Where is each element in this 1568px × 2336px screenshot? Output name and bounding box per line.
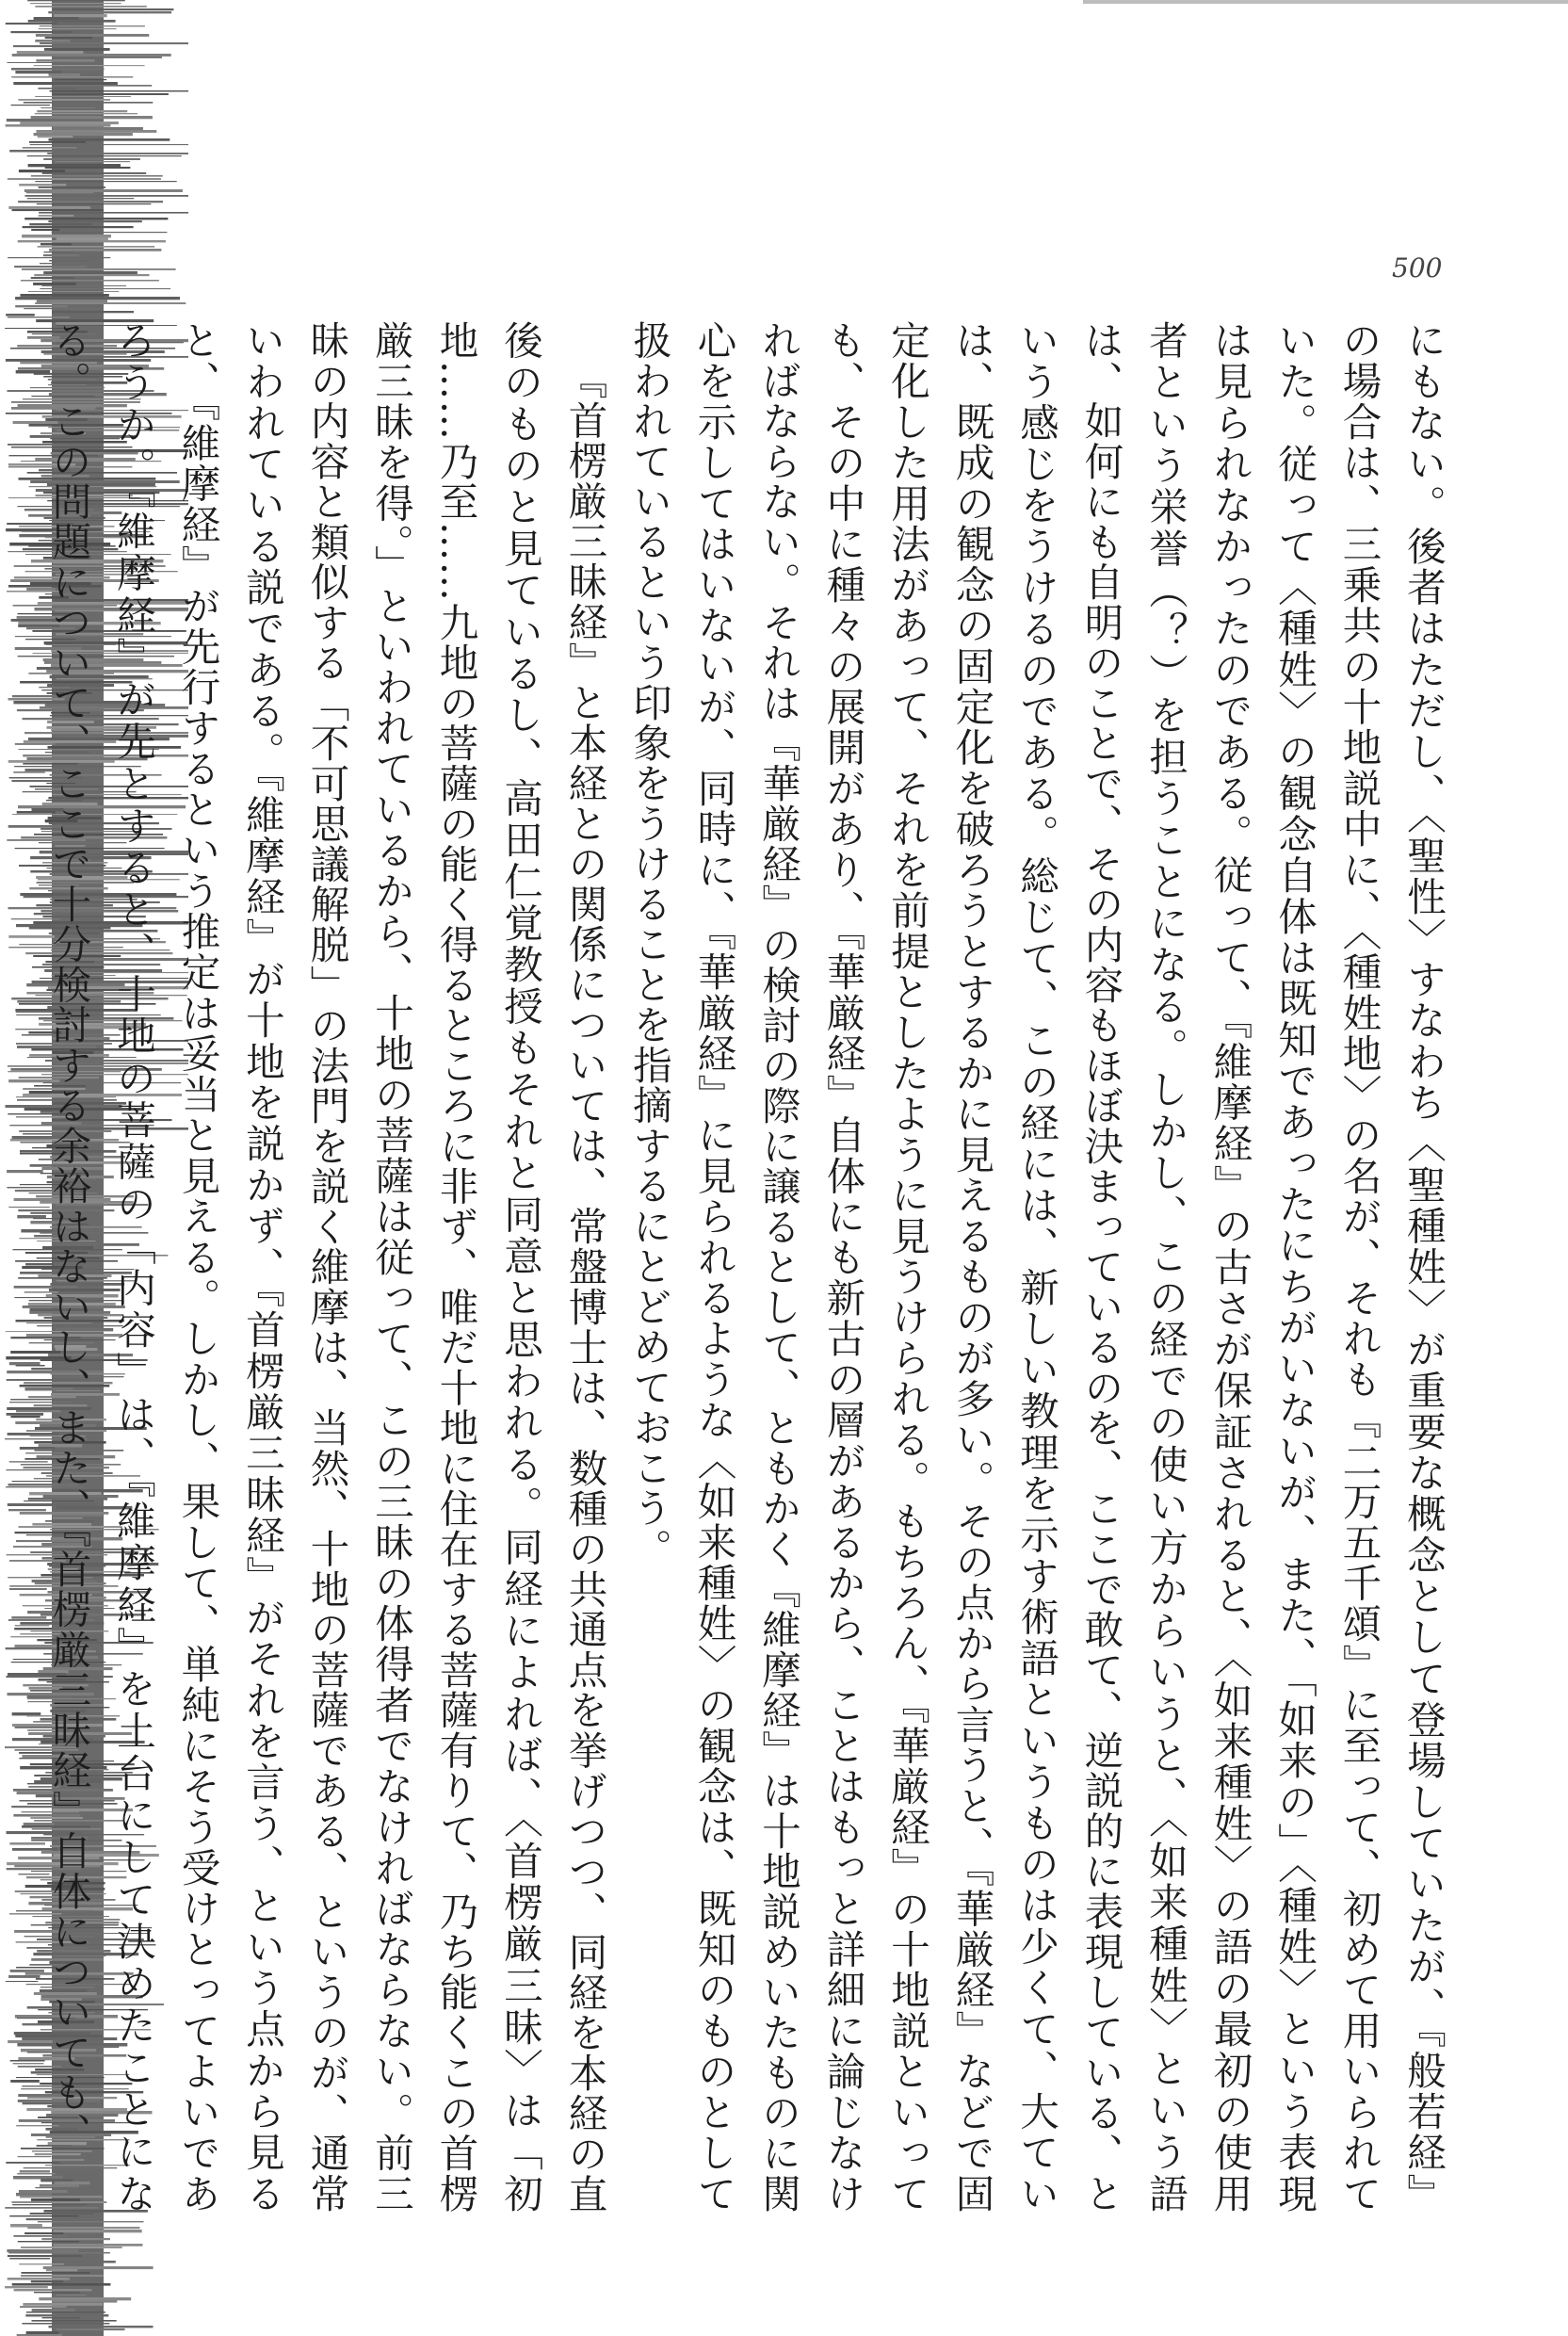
body-text bbox=[45, 320, 1455, 2214]
paragraph-2: 『首楞厳三昧経』と本経との関係については、常盤博士は、数種の共通点を挙げつつ、同経を本経の直後のものと見ているし、高田仁覚教授もそれと同意と思われる。同経によれば、〈首楞厳三昧〉は「初地……乃至……九地の菩薩の能く得るところに非ず、唯だ十地に住在する菩薩有りて、乃ち能くこの首楞厳三昧を得。」といわれているから、十地の菩薩は従って、この三昧の体得者でなければならない。前三昧の内容と類似する「不可思議解脱」の法門を説く維摩は、当然、十地の菩薩である、というのが、通常いわれている説である。『維摩経』が十地を説かず、『首楞厳三昧経』がそれを言う、という点から見ると、『維摩経』が先行するという推定は妥当と見える。しかし、果して、単純にそう受けとってよいであろうか。『維摩経』が先とすると、十地の菩薩の「内容」は、『維摩経』を土台にして決めたことになる。この問題について、ここで十分検討する余裕はないし、また、『首楞厳三昧経』自体についても、 bbox=[45, 320, 608, 2214]
top-rule bbox=[1083, 0, 1568, 4]
paragraph-1: にもない。後者はただし、〈聖性〉すなわち〈聖種姓〉が重要な概念として登場していたが、『般若経』の場合は、三乗共の十地説中に、〈種姓地〉の名が、それも『二万五千頌』に至って、初めて用いられていた。従って〈種姓〉の観念自体は既知であったにちがいないが、また、「如来の」〈種姓〉という表現は見られなかったのである。従って、『維摩経』の古さが保証されると、〈如来種姓〉の語の最初の使用者という栄誉（？）を担うことになる。しかし、この経での使い方からいうと、〈如来種姓〉という語は、如何にも自明のことで、その内容もほぼ決まっているのを、ここで敢て、逆説的に表現している、という感じをうけるのである。総じて、この経には、新しい教理を示す術語というものは少くて、大ていは、既成の観念の固定化を破ろうとするかに見えるものが多い。その点から言うと、『華厳経』などで固定化した用法があって、それを前提としたように見うけられる。もちろん、『華厳経』の十地説といっても、その中に種々の展開があり、『華厳経』自体にも新古の層があるから、ことはもっと詳細に論じなければならない。それは『華厳経』の検討の際に譲るとして、ともかく『維摩経』は十地説めいたものに関心を示してはいないが、同時に、『華厳経』に見られるような〈如来種姓〉の観念は、既知のものとして扱われているという印象をうけることを指摘するにとどめておこう。 bbox=[626, 320, 1447, 2214]
page-number: 500 bbox=[1392, 252, 1443, 284]
